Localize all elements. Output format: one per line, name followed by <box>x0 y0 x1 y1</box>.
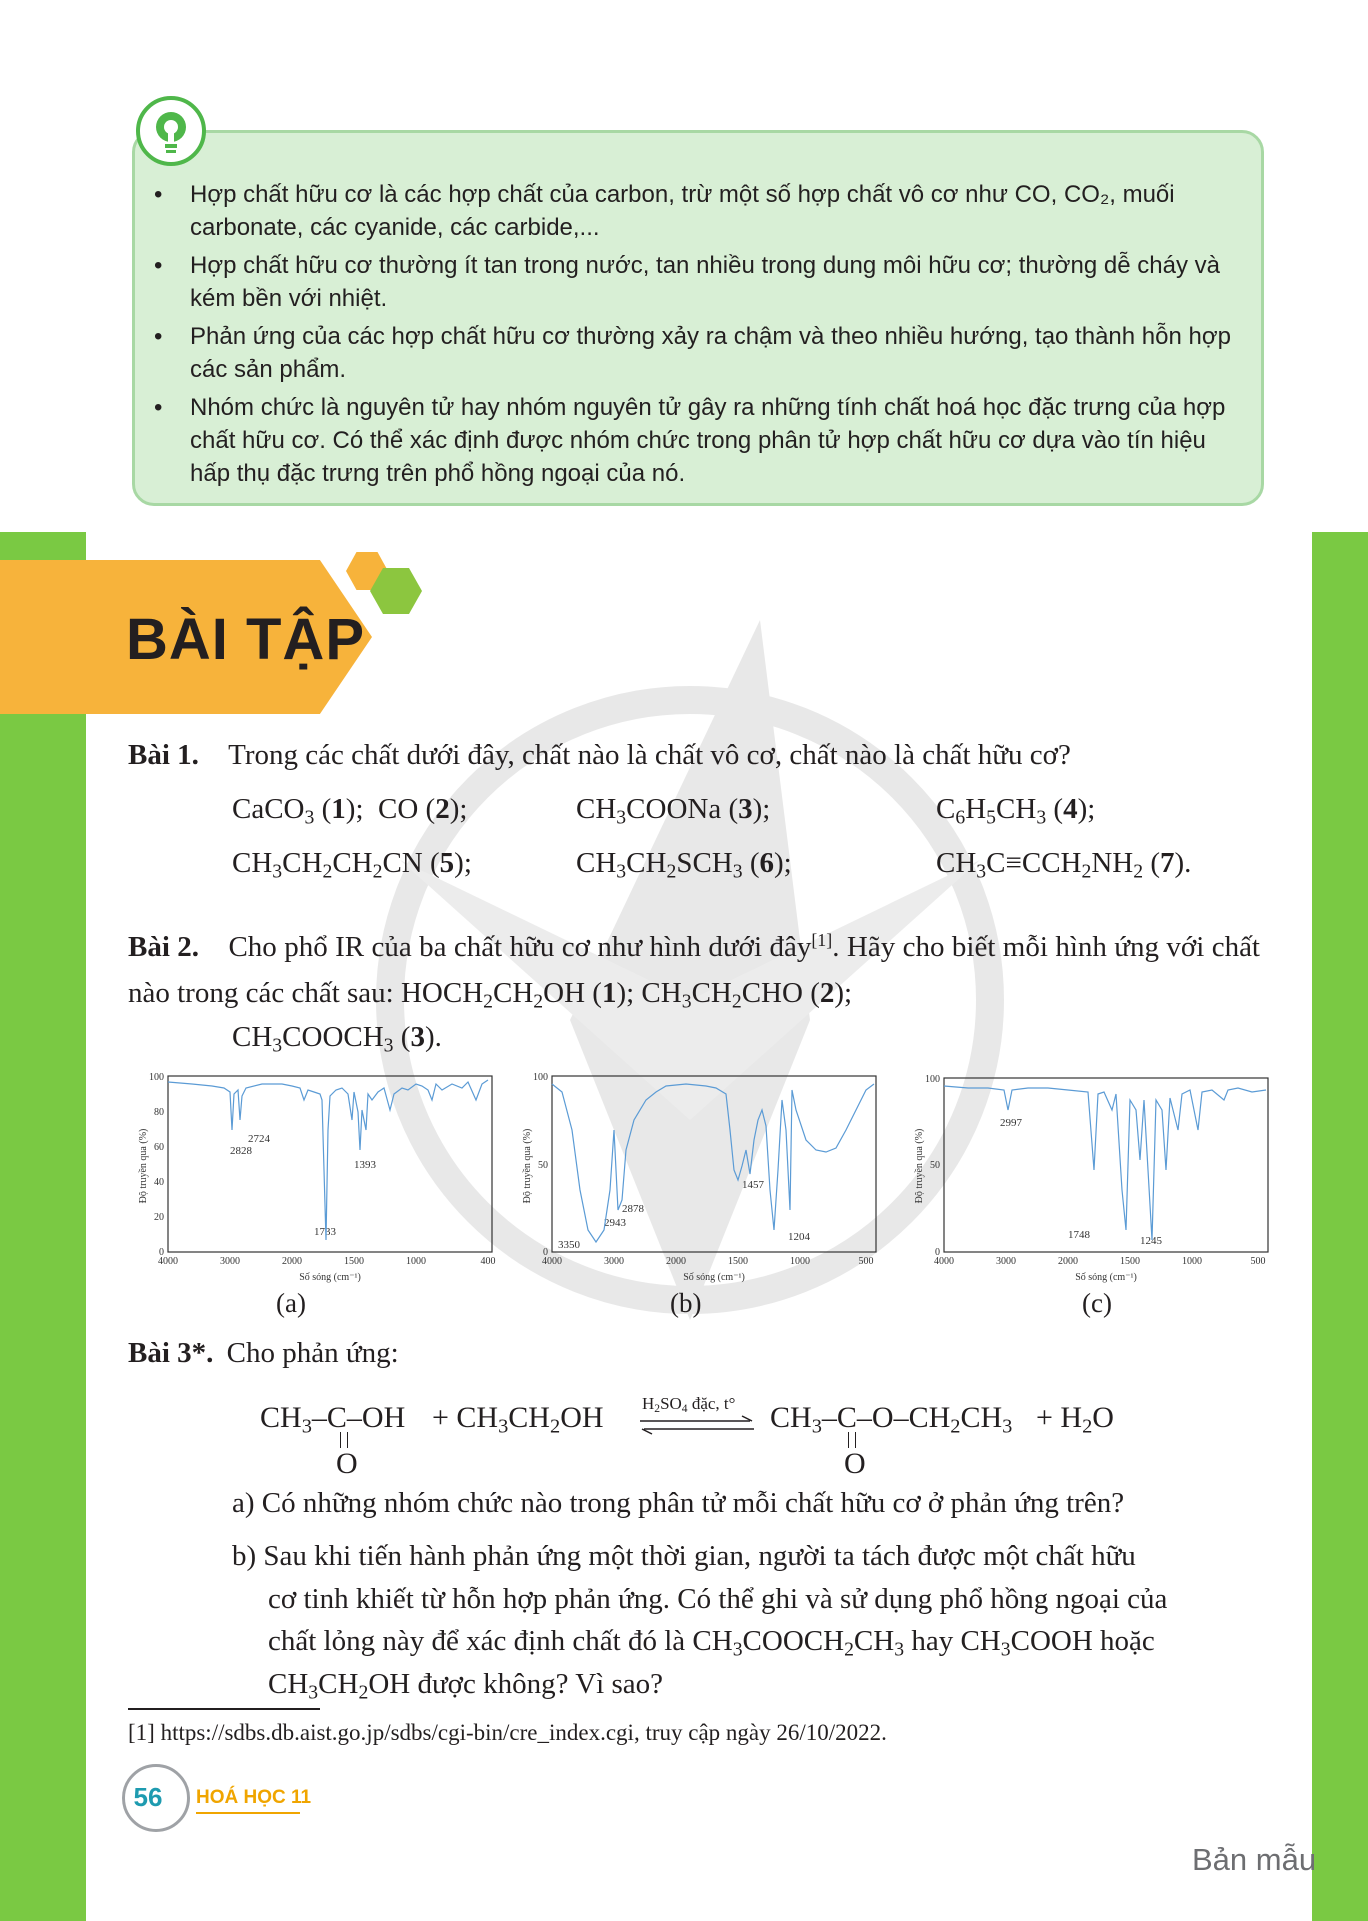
page-number: 56 <box>133 1782 163 1812</box>
exercise-text-cont: . Hãy cho biết mỗi hình ứng với chất nào trong các chất sau: <box>128 931 1260 1009</box>
x-tick: 1000 <box>1182 1256 1202 1267</box>
compound-3: $CH_3COONa$ (3); <box>576 793 771 829</box>
exercise-3-part-b: b) Sau khi tiến hành phản ứng một thời gian, người ta tách được một chất hữu <box>232 1540 1136 1572</box>
x-tick: 3000 <box>220 1256 240 1267</box>
figure-caption-a: (a) <box>276 1288 306 1318</box>
peak-label: 2943 <box>604 1217 626 1229</box>
exercise-label: Bài 2. <box>128 931 200 963</box>
x-tick: 500 <box>1250 1256 1266 1267</box>
text-span: hoặc <box>1100 1625 1155 1657</box>
product-water: + $H_2O$ <box>1036 1401 1114 1438</box>
text-span: được không? Vì sao? <box>417 1668 664 1700</box>
peak-label: 1457 <box>742 1179 764 1191</box>
book-title: HOÁ HỌC 11 <box>196 1787 312 1808</box>
exercise-intro: Cho phản ứng: <box>226 1337 399 1369</box>
exercise-3-part-a: a) Có những nhóm chức nào trong phân tử mỗi chất hữu cơ ở phản ứng trên? <box>232 1487 1125 1519</box>
exercise-3-part-b-line: $CH_3CH_2OH$ được không? Vì sao? <box>268 1668 664 1704</box>
x-tick: 500 <box>858 1256 874 1267</box>
compound-5: $CH_3CH_2CH_2CN$ (5); <box>232 847 472 883</box>
exercise-3-part-b-line: chất lỏng này để xác định chất đó là $CH_3COOCH_2CH_3$ hay $CH_3COOH$ hoặc <box>268 1625 1155 1661</box>
reactant-acetic-acid: $CH_3-C-OH$ <box>260 1401 406 1438</box>
summary-item: • Nhóm chức là nguyên tử hay nhóm nguyên tử gây ra những tính chất hoá học đặc trưng của hợp chất hữu cơ. Có thể xác định được nhóm chức trong phân tử hợp chất hữu cơ dựa vào tín hiệu hấp thụ đặc trưng trên phổ hồng ngoại của nó. <box>154 391 1234 490</box>
text-span: hay <box>911 1625 954 1657</box>
draft-watermark-text: Bản mẫu <box>1192 1842 1317 1877</box>
summary-item: • Hợp chất hữu cơ là các hợp chất của carbon, trừ một số hợp chất vô cơ như CO, CO₂, muối carbonate, các cyanide, các carbide,... <box>154 178 1234 244</box>
spectrum-line <box>168 1080 488 1240</box>
y-tick: 50 <box>538 1160 548 1171</box>
peak-label: 2828 <box>230 1145 252 1157</box>
right-side-bar <box>1312 532 1368 1921</box>
x-tick: 2000 <box>666 1256 686 1267</box>
spectrum-line <box>552 1084 874 1242</box>
x-tick: 2000 <box>282 1256 302 1267</box>
section-title: BÀI TẬP <box>126 607 365 672</box>
peak-label: 1204 <box>788 1231 810 1243</box>
x-axis-label: Số sóng (cm⁻¹) <box>683 1272 745 1283</box>
x-tick: 3000 <box>604 1256 624 1267</box>
y-axis-label: Độ truyền qua (%) <box>914 1128 925 1204</box>
reaction-condition: $H_2SO_4$ đặc, t° <box>642 1394 736 1416</box>
x-tick: 1000 <box>790 1256 810 1267</box>
exercise-text: Cho phổ IR của ba chất hữu cơ như hình dưới đây <box>228 931 812 963</box>
spectrum-line <box>944 1086 1266 1240</box>
compound-1-2: CaCO$_3$ (1); CO (2); <box>232 793 468 829</box>
y-tick: 100 <box>149 1072 164 1083</box>
exercise-label: Bài 3*. <box>128 1337 214 1369</box>
exercise-question: Trong các chất dưới đây, chất nào là chất vô cơ, chất nào là chất hữu cơ? <box>228 739 1071 771</box>
y-tick: 0 <box>159 1247 164 1258</box>
x-tick: 400 <box>480 1256 496 1267</box>
compound-7: $CH_3C\equiv CCH_2NH_2$ (7). <box>936 847 1192 883</box>
compound-6: $CH_3CH_2SCH_3$ (6); <box>576 847 792 883</box>
y-tick: 20 <box>154 1212 164 1223</box>
peak-label: 3350 <box>558 1239 580 1251</box>
lightbulb-icon <box>136 96 206 166</box>
x-tick: 2000 <box>1058 1256 1078 1267</box>
summary-item: • Phản ứng của các hợp chất hữu cơ thường xảy ra chậm và theo nhiều hướng, tạo thành hỗn hợp các sản phẩm. <box>154 320 1234 386</box>
book-title-underline <box>196 1812 300 1814</box>
carbonyl-oxygen: O <box>844 1447 866 1480</box>
footnote-rule <box>128 1708 320 1710</box>
exercise-label: Bài 1. <box>128 739 199 771</box>
peak-label: 2997 <box>1000 1117 1022 1129</box>
exercise-2: Bài 2. Cho phổ IR của ba chất hữu cơ như hình dưới đây[1]. Hãy cho biết mỗi hình ứng với chất nào trong các chất sau: $HOCH_2CH_2OH$ (1); $CH_3CH_2CHO$ (2); <box>128 930 1260 1013</box>
exercise-3 <box>128 1336 399 1370</box>
x-tick: 3000 <box>996 1256 1016 1267</box>
equilibrium-arrow-icon <box>638 1414 756 1436</box>
product-ethyl-acetate: $CH_3-C-O-CH_2CH_3$ <box>770 1401 1013 1438</box>
y-tick: 100 <box>925 1074 940 1085</box>
y-tick: 80 <box>154 1107 164 1118</box>
y-axis-label: Độ truyền qua (%) <box>138 1128 149 1204</box>
y-tick: 40 <box>154 1177 164 1188</box>
footnote: [1] https://sdbs.db.aist.go.jp/sdbs/cgi-bin/cre_index.cgi, truy cập ngày 26/10/2022. <box>128 1720 887 1745</box>
x-tick: 1500 <box>344 1256 364 1267</box>
x-axis-label: Số sóng (cm⁻¹) <box>1075 1272 1137 1283</box>
carbonyl-oxygen: O <box>336 1447 358 1480</box>
x-tick: 1500 <box>728 1256 748 1267</box>
y-axis-label: Độ truyền qua (%) <box>522 1128 533 1204</box>
x-tick: 1500 <box>1120 1256 1140 1267</box>
x-tick: 4000 <box>542 1256 562 1267</box>
y-tick: 50 <box>930 1160 940 1171</box>
left-side-bar <box>0 532 86 1921</box>
peak-label: 1393 <box>354 1159 376 1171</box>
y-tick: 60 <box>154 1142 164 1153</box>
summary-item: • Hợp chất hữu cơ thường ít tan trong nước, tan nhiều trong dung môi hữu cơ; thường dễ cháy và kém bền với nhiệt. <box>154 249 1234 315</box>
summary-list <box>154 178 1234 495</box>
double-bond <box>340 1432 348 1448</box>
peak-label: 1733 <box>314 1226 336 1238</box>
figure-caption-c: (c) <box>1082 1288 1112 1318</box>
x-tick: 4000 <box>158 1256 178 1267</box>
ir-spectrum-c <box>908 1070 1278 1288</box>
double-bond <box>848 1432 856 1448</box>
y-tick: 0 <box>935 1247 940 1258</box>
x-axis-label: Số sóng (cm⁻¹) <box>299 1272 361 1283</box>
y-tick: 100 <box>533 1072 548 1083</box>
x-tick: 1000 <box>406 1256 426 1267</box>
peak-label: 2878 <box>622 1203 644 1215</box>
footnote-ref: [1] <box>811 930 833 951</box>
exercise-1 <box>128 738 1268 772</box>
compound-4: $C_6H_5CH_3$ (4); <box>936 793 1096 829</box>
ir-spectrum-b <box>516 1070 886 1288</box>
reactant-ethanol: + $CH_3CH_2OH$ <box>432 1401 604 1438</box>
exercise-3-part-b-line: cơ tinh khiết từ hỗn hợp phản ứng. Có thể ghi và sử dụng phổ hồng ngoại của <box>268 1583 1168 1615</box>
condition-text: đặc, t° <box>691 1394 736 1413</box>
compound-methyl-acetate: $CH_3COOCH_3$ (3). <box>232 1021 442 1057</box>
peak-label: 1748 <box>1068 1229 1090 1241</box>
y-tick: 0 <box>543 1247 548 1258</box>
text-span: chất lỏng này để xác định chất đó là <box>268 1625 686 1657</box>
peak-label: 1245 <box>1140 1235 1162 1247</box>
figure-caption-b: (b) <box>670 1288 702 1318</box>
peak-label: 2724 <box>248 1133 270 1145</box>
x-tick: 4000 <box>934 1256 954 1267</box>
ir-spectrum-a <box>132 1070 502 1288</box>
